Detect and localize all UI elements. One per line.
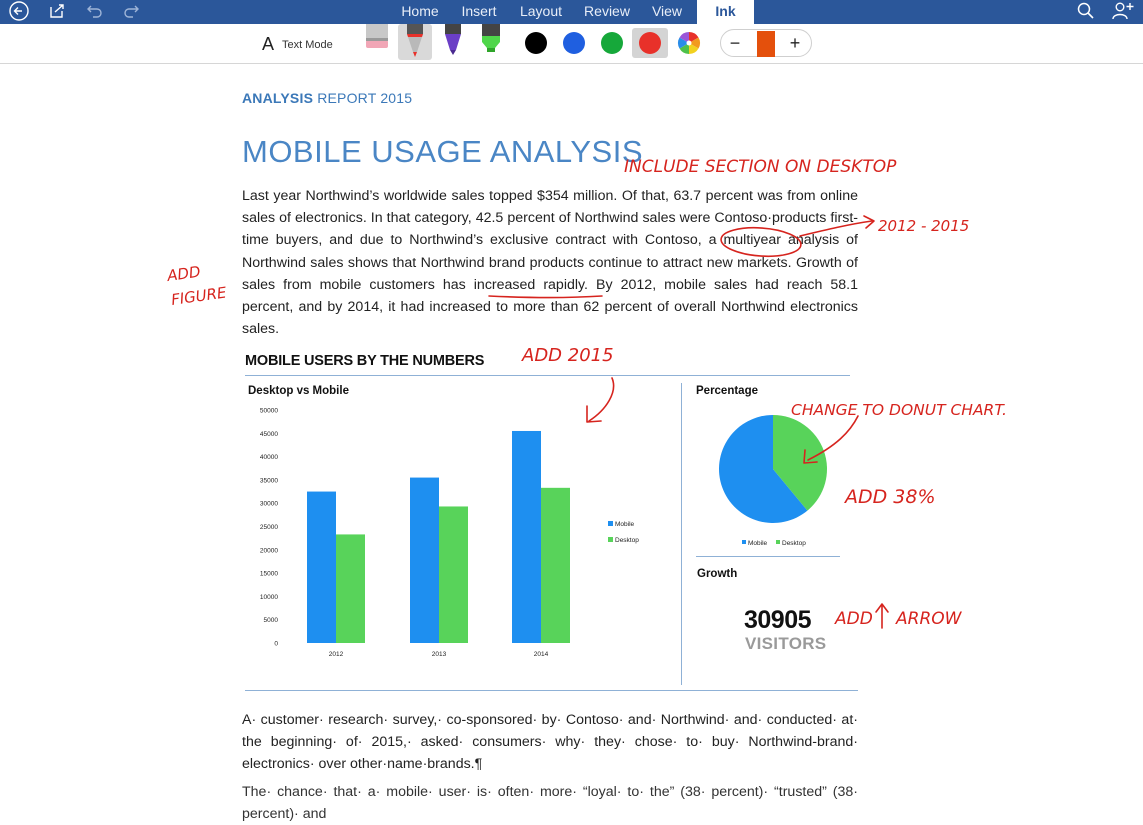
body-paragraph-1[interactable]: Last year Northwind’s worldwide sales topped $354 million. Of that, 63.7 percent was from online sales of electronics. In that category, 42.5 percent of Northwind sales were Contoso·products first-time buyers, and due to Northwind’s exclusive contract with Contoso, a multiyear analysis of Northwind sales shows that Northwind brand products continue to attract new markets. Growth of sales from mobile customers has increased rapidly. By 2012, mobile sales had reach 58.1 percent, and by 2014, it had increased to more than 62 percent of overall Northwind electronics sales. xyxy=(242,188,858,338)
ink-underline-increased xyxy=(489,296,602,298)
x-tick-label: 2014 xyxy=(533,651,549,658)
ink-up-arrow-icon xyxy=(876,604,888,628)
x-tick-label: 2013 xyxy=(431,651,447,658)
ink-donut: CHANGE TO DONUT CHART. xyxy=(791,401,1007,419)
kpi-label: VISITORS xyxy=(745,634,827,653)
y-tick-label: 5000 xyxy=(263,617,278,625)
doc-header-light: REPORT 2015 xyxy=(313,90,413,106)
y-tick-label: 20000 xyxy=(259,547,278,555)
legend-label: Mobile xyxy=(615,521,635,528)
bar-chart-title: Desktop vs Mobile xyxy=(248,385,349,397)
y-tick-label: 50000 xyxy=(259,407,278,415)
ink-add-38: ADD 38% xyxy=(845,486,936,508)
pie-chart-title: Percentage xyxy=(696,385,759,397)
text-mode-label: Text Mode xyxy=(282,38,333,51)
pie-legend-label: Mobile xyxy=(748,540,768,547)
ink-add-2015: ADD 2015 xyxy=(522,345,614,366)
tab-ink[interactable]: Ink xyxy=(697,0,754,24)
thickness-decrease-button[interactable]: − xyxy=(729,33,741,53)
growth-title: Growth xyxy=(697,568,738,580)
ink-add: ADD xyxy=(166,262,202,285)
ink-arrow-line-donut xyxy=(808,416,858,460)
tab-layout[interactable]: Layout xyxy=(519,3,563,19)
figure-title: MOBILE USERS BY THE NUMBERS xyxy=(245,353,485,369)
y-tick-label: 15000 xyxy=(259,570,278,578)
kpi-value: 30905 xyxy=(744,606,812,634)
ink-circle-multiyear xyxy=(720,225,802,259)
x-tick-label: 2012 xyxy=(328,651,344,658)
y-tick-label: 35000 xyxy=(259,477,278,485)
y-tick-label: 25000 xyxy=(259,524,278,531)
ink-years: 2012 - 2015 xyxy=(878,217,970,235)
body-paragraph-2[interactable]: A· customer· research· survey,· co-sponsored· by· Contoso· and· Northwind· and· conducted· at· the beginning· of· 2015,· asked· consumers· why· they· chose· to· buy· Northwind-brand· electronics· over other·name·brands.¶ xyxy=(242,712,858,773)
tab-home[interactable]: Home xyxy=(401,3,439,19)
ink-add-arrow-add: ADD xyxy=(835,609,873,629)
page-title: MOBILE USAGE ANALYSIS xyxy=(242,134,644,169)
ink-arrow-line-years xyxy=(800,221,872,236)
tab-view[interactable]: View xyxy=(651,3,683,19)
ink-include-section: INCLUDE SECTION ON DESKTOP xyxy=(624,157,897,177)
y-tick-label: 10000 xyxy=(259,593,278,601)
tab-insert[interactable]: Insert xyxy=(461,3,497,19)
y-tick-label: 0 xyxy=(274,640,278,648)
text-mode-glyph: A xyxy=(262,34,275,54)
y-tick-label: 40000 xyxy=(259,454,278,462)
ink-figure: FIGURE xyxy=(170,283,228,309)
ink-arrow-line-2015 xyxy=(589,378,614,421)
ink-add-arrow-arrow: ARROW xyxy=(896,609,962,629)
thickness-increase-button[interactable]: + xyxy=(789,33,801,53)
body-paragraph-3-text: The· chance· that· a· mobile· user· is· often· more· “loyal· to· the” (38· percent)· “trusted” (38· percent)· and xyxy=(242,784,858,823)
y-tick-label: 45000 xyxy=(259,430,278,438)
legend-label: Desktop xyxy=(615,537,639,544)
pie-legend-label: Desktop xyxy=(782,540,806,547)
tab-review[interactable]: Review xyxy=(584,3,630,19)
y-tick-label: 30000 xyxy=(259,500,278,508)
doc-header-bold: ANALYSIS xyxy=(242,90,314,106)
